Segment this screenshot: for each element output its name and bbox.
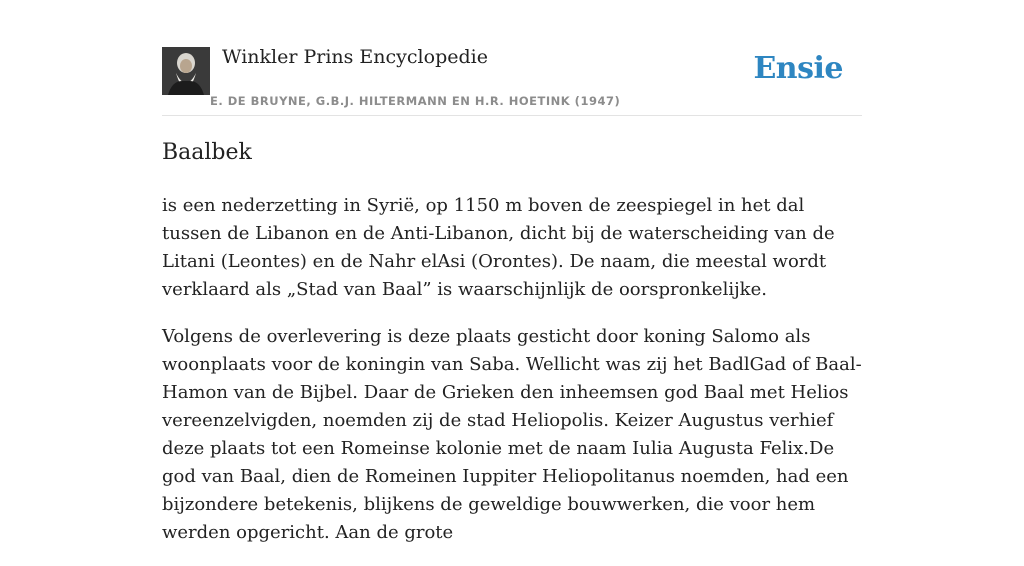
article-body <box>162 192 862 566</box>
publication-authors: E. DE BRUYNE, G.B.J. HILTERMANN EN H.R. HOETINK (1947) <box>210 94 621 108</box>
publication-title[interactable]: Winkler Prins Encyclopedie <box>222 46 488 68</box>
author-avatar[interactable] <box>162 47 210 95</box>
article-paragraph: is een nederzetting in Syrië, op 1150 m boven de zeespiegel in het dal tussen de Libanon en de Anti-Libanon, dicht bij de waterscheiding van de Litani (Leontes) en de Nahr elAsi (Orontes). De naam, die meestal wordt verklaard als „Stad van Baal” is waarschijnlijk de oorspronkelijke. <box>162 195 835 300</box>
ensie-logo-link[interactable]: Ensie <box>753 51 843 86</box>
article-paragraph: Volgens de overlevering is deze plaats gesticht door koning Salomo als woonplaats voor de koningin van Saba. Wellicht was zij het BadlGad of Baal-Hamon van de Bijbel. Daar de Grieken den inheemsen god Baal met Helios vereenzelvigden, noemden zij de stad Heliopolis. Keizer Augustus verhief deze plaats tot een Romeinse kolonie met de naam Iulia Augusta Felix.De god van Baal, dien de Romeinen Iuppiter Heliopolitanus noemden, had een bijzondere betekenis, blijkens de geweldige bouwwerken, die voor hem werden opgericht. Aan de grote <box>162 326 862 543</box>
publication-header <box>162 46 862 116</box>
portrait-icon <box>162 47 210 95</box>
article-title: Baalbek <box>162 140 252 165</box>
